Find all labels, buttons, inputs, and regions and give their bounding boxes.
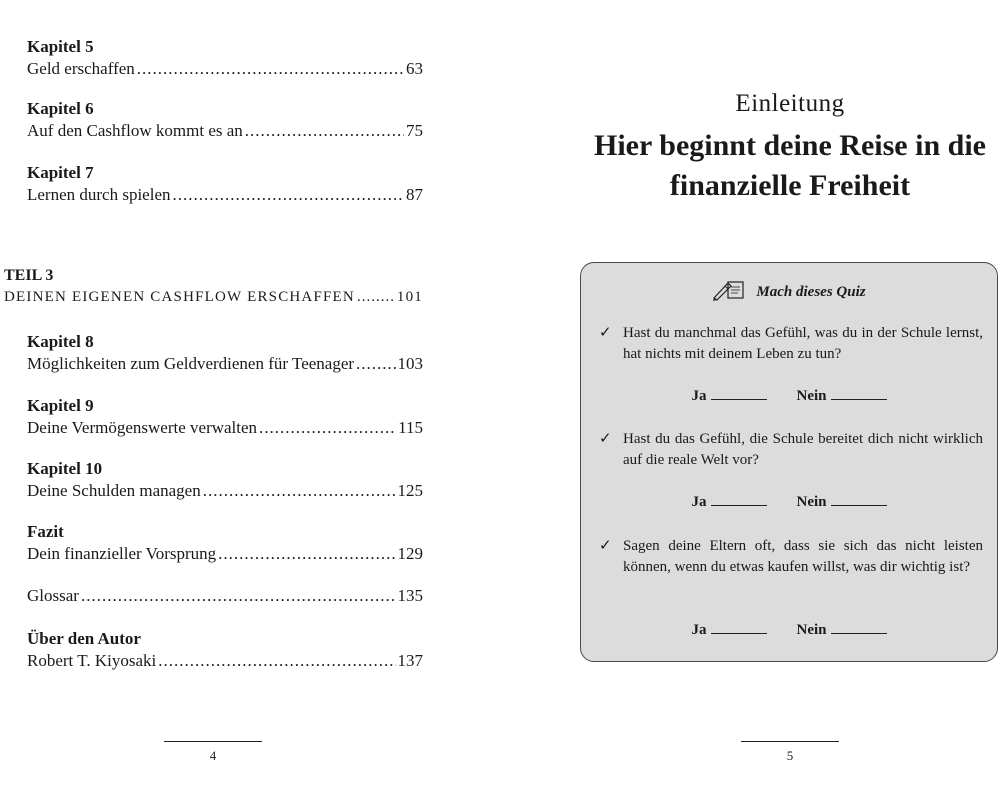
- dot-leader: [259, 417, 396, 439]
- page-title: Hier beginnt deine Reise in die finanzielle Freiheit: [594, 129, 986, 202]
- toc-chapter-title: Über den Autor: [27, 629, 141, 648]
- right-page: [500, 0, 1000, 800]
- toc-chapter-name: Geld erschaffen: [27, 59, 135, 78]
- checkmark-icon: ✓: [599, 538, 612, 554]
- dot-leader: [158, 650, 395, 672]
- checkmark-icon: ✓: [599, 431, 612, 447]
- toc-page-number: 103: [397, 354, 423, 373]
- toc-chapter-name: Lernen durch spielen: [27, 185, 171, 204]
- yes-answer-blank[interactable]: [711, 621, 767, 634]
- toc-page-number: 129: [397, 544, 423, 563]
- dot-leader: [203, 480, 396, 502]
- no-answer-blank[interactable]: [831, 621, 887, 634]
- toc-chapter-title: Kapitel 9: [27, 396, 94, 415]
- no-answer-blank[interactable]: [831, 493, 887, 506]
- yes-label: Ja: [691, 494, 707, 510]
- no-answer-blank[interactable]: [831, 387, 887, 400]
- toc-chapter-title: Kapitel 6: [27, 99, 94, 118]
- toc-chapter-title: Kapitel 5: [27, 37, 94, 56]
- dot-leader: [218, 543, 395, 565]
- question-text: Hast du manchmal das Gefühl, was du in der Schule lernst, hat nichts mit deinem Leben zu tun?: [623, 325, 983, 362]
- toc-page-number: 115: [398, 418, 423, 437]
- dot-leader: [81, 585, 396, 607]
- toc-chapter-title: Kapitel 8: [27, 332, 94, 351]
- quiz-heading: Mach dieses Quiz: [756, 284, 866, 300]
- toc-chapter-title: Kapitel 7: [27, 163, 94, 182]
- part-label: TEIL 3: [4, 267, 54, 284]
- toc-chapter-name: Dein finanzieller Vorsprung: [27, 544, 217, 563]
- toc-chapter-name: Auf den Cashflow kommt es an: [27, 121, 243, 140]
- quiz-question-2: [599, 429, 983, 471]
- toc-entry-fazit[interactable]: [27, 521, 423, 565]
- toc-chapter-name: Deine Schulden managen: [27, 481, 201, 500]
- quiz-question-3: [599, 536, 983, 578]
- folio-rule: [741, 741, 839, 742]
- toc-chapter-name: Deine Vermögenswerte verwalten: [27, 418, 258, 437]
- toc-entry-kapitel-6[interactable]: [27, 98, 423, 142]
- no-label: Nein: [796, 388, 827, 404]
- toc-entry-kapitel-7[interactable]: [27, 162, 423, 206]
- answer-row-1: [581, 387, 997, 405]
- toc-entry-author[interactable]: [27, 628, 423, 672]
- toc-page-number: 75: [406, 121, 423, 140]
- toc-entry-glossar[interactable]: [27, 585, 423, 607]
- page-number: 4: [209, 748, 217, 763]
- checkmark-icon: ✓: [599, 325, 612, 341]
- yes-answer-blank[interactable]: [711, 387, 767, 400]
- toc-chapter-name: Robert T. Kiyosaki: [27, 651, 157, 670]
- dot-leader: [356, 353, 395, 375]
- quiz-question-1: [599, 323, 983, 365]
- question-text: Hast du das Gefühl, die Schule bereitet dich nicht wirklich auf die reale Welt vor?: [623, 431, 983, 468]
- toc-page-number: 87: [406, 185, 423, 204]
- dot-leader: [357, 286, 395, 308]
- quiz-header: [581, 279, 997, 306]
- toc-part-3[interactable]: [4, 266, 423, 308]
- toc-chapter-title: Kapitel 10: [27, 459, 103, 478]
- dot-leader: [137, 58, 404, 80]
- part-title: DEINEN EIGENEN CASHFLOW ERSCHAFFEN: [4, 289, 355, 305]
- section-label: Einleitung: [735, 90, 845, 117]
- yes-label: Ja: [691, 388, 707, 404]
- toc-page-number: 125: [397, 481, 423, 500]
- toc-page-number: 135: [397, 586, 423, 605]
- toc-entry-kapitel-5[interactable]: [27, 36, 423, 80]
- toc-entry-kapitel-9[interactable]: [27, 395, 423, 439]
- toc-entry-kapitel-8[interactable]: [27, 331, 423, 375]
- toc-page-number: 63: [406, 59, 423, 78]
- no-label: Nein: [796, 622, 827, 638]
- page-number: 5: [786, 748, 794, 763]
- yes-answer-blank[interactable]: [711, 493, 767, 506]
- toc-page-number: 137: [397, 651, 423, 670]
- toc-chapter-name: Glossar: [27, 586, 79, 605]
- question-text: Sagen deine Eltern oft, dass sie sich das nicht leisten können, wenn du etwas kaufen willst, was dir wichtig ist?: [623, 538, 983, 575]
- answer-row-2: [581, 493, 997, 511]
- quiz-box: [580, 262, 998, 662]
- toc-page-number: 101: [396, 289, 423, 305]
- toc-chapter-name: Möglichkeiten zum Geldverdienen für Teenager: [27, 354, 355, 373]
- answer-row-3: [581, 621, 997, 639]
- dot-leader: [245, 120, 404, 142]
- toc-chapter-title: Fazit: [27, 522, 64, 541]
- toc-entry-kapitel-10[interactable]: [27, 458, 423, 502]
- no-label: Nein: [796, 494, 827, 510]
- dot-leader: [173, 184, 405, 206]
- yes-label: Ja: [691, 622, 707, 638]
- folio-rule: [164, 741, 262, 742]
- pencil-paper-icon: [712, 279, 748, 306]
